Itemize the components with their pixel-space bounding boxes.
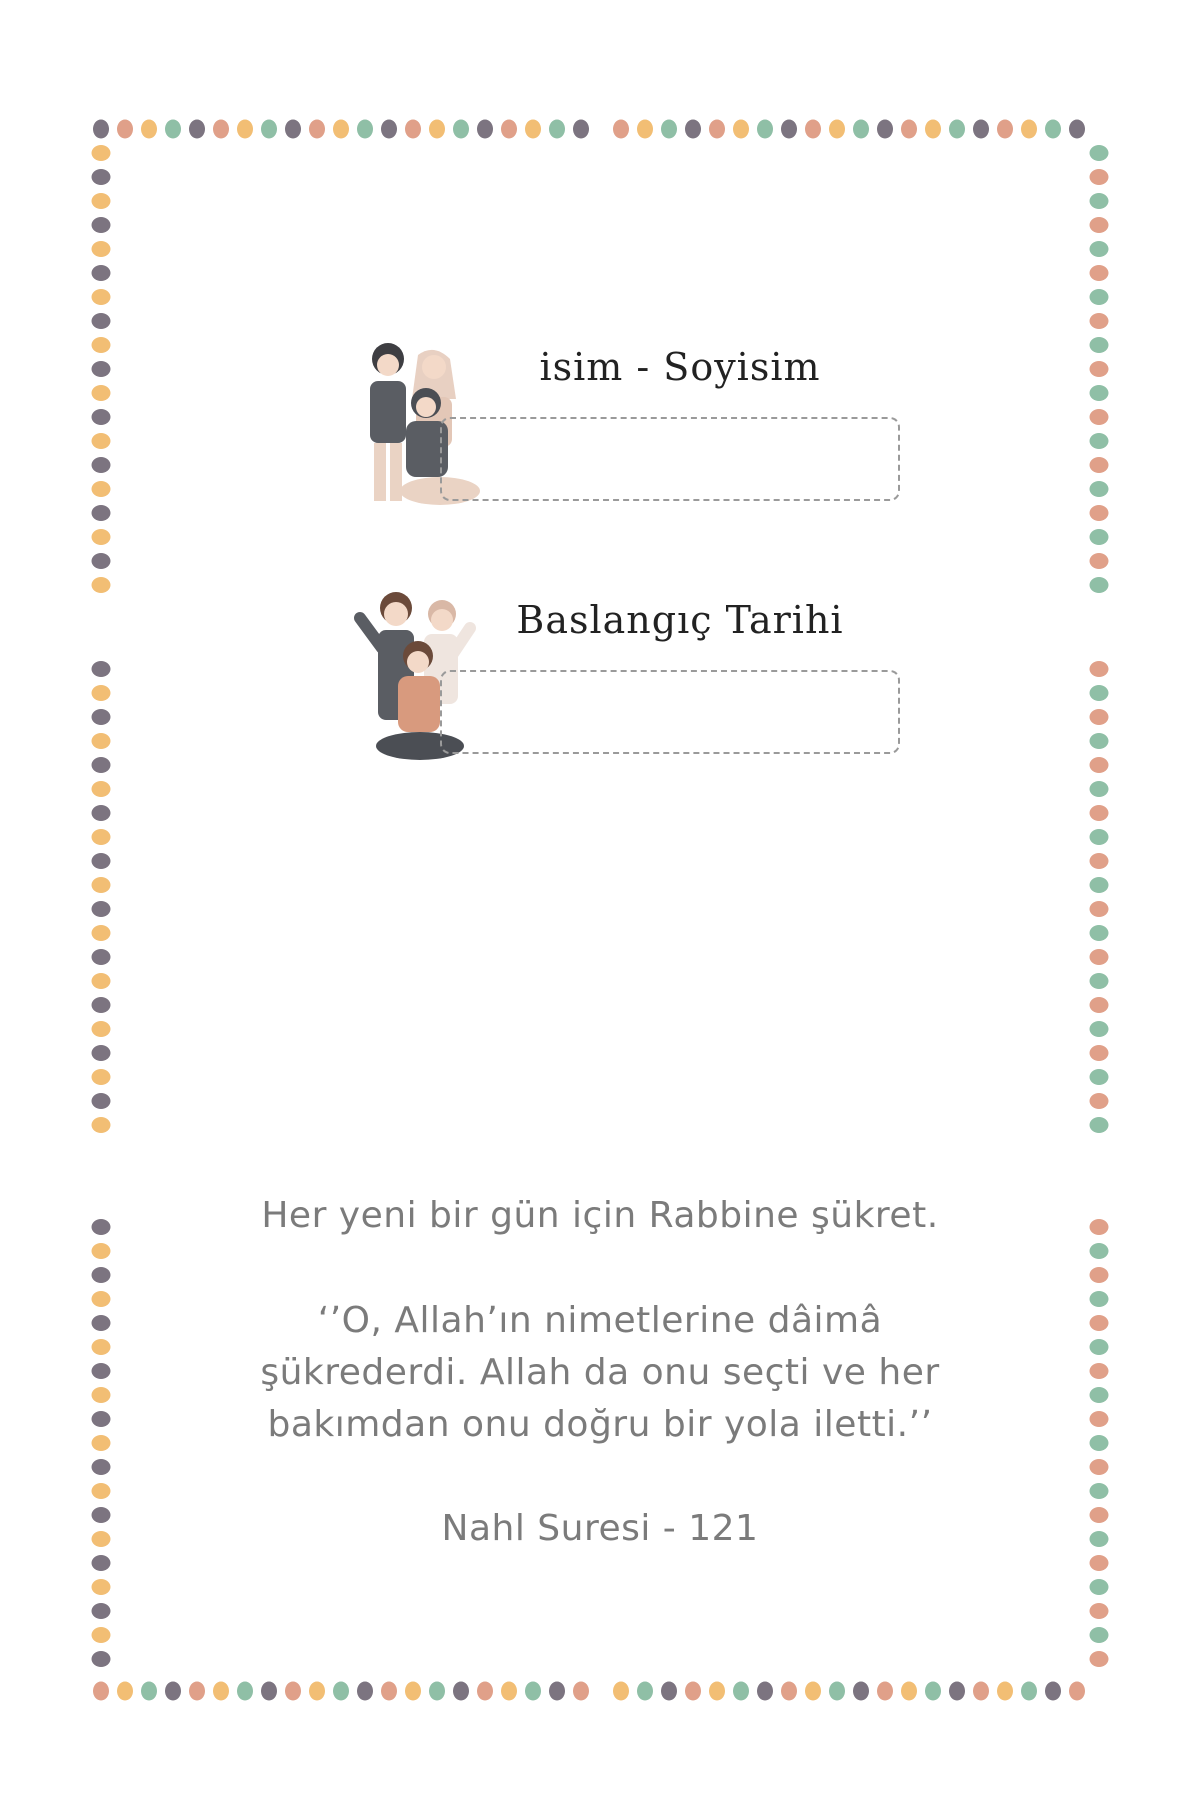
border-dot	[1090, 877, 1109, 893]
border-dot	[381, 120, 397, 139]
border-dot	[92, 973, 111, 989]
border-dot	[92, 1339, 111, 1355]
start-date-input-box[interactable]	[440, 670, 900, 754]
border-dot	[429, 120, 445, 139]
border-dot	[92, 217, 111, 233]
border-dot	[1090, 313, 1109, 329]
border-dot	[357, 120, 373, 139]
border-dot	[877, 1682, 893, 1701]
border-dot	[549, 1682, 565, 1701]
border-dot	[237, 1682, 253, 1701]
border-dot	[733, 120, 749, 139]
border-dot	[141, 1682, 157, 1701]
border-dot	[1090, 1627, 1109, 1643]
border-dot	[381, 1682, 397, 1701]
border-dot	[92, 1459, 111, 1475]
border-dot	[1090, 1435, 1109, 1451]
border-dot	[92, 1219, 111, 1235]
border-dot	[92, 553, 111, 569]
border-dot	[549, 120, 565, 139]
border-dot	[92, 265, 111, 281]
border-dot	[829, 1682, 845, 1701]
thanks-line: Her yeni bir gün için Rabbine şükret.	[261, 1195, 939, 1236]
border-dot	[92, 949, 111, 965]
border-dot	[1090, 1363, 1109, 1379]
border-dot	[661, 1682, 677, 1701]
border-dot	[453, 1682, 469, 1701]
border-dot	[525, 1682, 541, 1701]
border-dot	[1021, 120, 1037, 139]
border-dot	[901, 1682, 917, 1701]
verse-source: Nahl Suresi - 121	[441, 1508, 759, 1549]
border-dot	[285, 1682, 301, 1701]
border-dot	[1090, 1021, 1109, 1037]
border-dot	[1090, 505, 1109, 521]
border-dot	[1021, 1682, 1037, 1701]
border-dot	[613, 1682, 629, 1701]
border-dot	[92, 1435, 111, 1451]
border-dot	[309, 1682, 325, 1701]
border-dot	[261, 1682, 277, 1701]
border-dot	[1090, 193, 1109, 209]
border-dot	[1090, 997, 1109, 1013]
border-dot	[92, 457, 111, 473]
border-dot	[92, 1363, 111, 1379]
border-dot	[1090, 1339, 1109, 1355]
border-dot	[117, 120, 133, 139]
border-dot	[1090, 709, 1109, 725]
border-dot	[92, 1069, 111, 1085]
border-dot	[1090, 1315, 1109, 1331]
border-dot	[92, 1093, 111, 1109]
border-dot	[1090, 757, 1109, 773]
border-dot	[877, 120, 893, 139]
border-dot	[92, 337, 111, 353]
border-dot	[92, 901, 111, 917]
border-dot	[1090, 361, 1109, 377]
border-dot	[92, 169, 111, 185]
border-dot	[1090, 1117, 1109, 1133]
border-dot	[781, 120, 797, 139]
border-dot	[92, 661, 111, 677]
border-dot	[1090, 1219, 1109, 1235]
border-dot	[1045, 1682, 1061, 1701]
border-dot	[285, 120, 301, 139]
border-dot	[1090, 973, 1109, 989]
name-field-label: isim - Soyisim	[539, 345, 821, 389]
border-dot	[92, 1531, 111, 1547]
border-dot	[1090, 1267, 1109, 1283]
border-dot	[1090, 289, 1109, 305]
border-dot	[1090, 1243, 1109, 1259]
border-dot	[1090, 1069, 1109, 1085]
border-dot	[92, 1291, 111, 1307]
border-dot	[189, 1682, 205, 1701]
border-dot	[92, 853, 111, 869]
border-dot	[92, 529, 111, 545]
border-dot	[1090, 1411, 1109, 1427]
border-dot	[92, 577, 111, 593]
border-dot	[92, 1045, 111, 1061]
border-dot	[165, 120, 181, 139]
border-dot	[1090, 1291, 1109, 1307]
border-dot	[973, 1682, 989, 1701]
border-dot	[453, 120, 469, 139]
border-dot	[1090, 1603, 1109, 1619]
border-dot	[92, 877, 111, 893]
border-dot	[637, 1682, 653, 1701]
start-date-label: Baslangıç Tarihi	[516, 598, 844, 642]
border-dot	[1090, 925, 1109, 941]
border-dot	[1090, 1483, 1109, 1499]
border-dot	[1090, 1555, 1109, 1571]
border-dot	[637, 120, 653, 139]
border-dot	[92, 1555, 111, 1571]
border-dot	[1090, 1093, 1109, 1109]
border-dot	[309, 120, 325, 139]
border-dot	[1090, 265, 1109, 281]
border-dot	[92, 1243, 111, 1259]
border-dot	[1090, 481, 1109, 497]
border-dot	[92, 781, 111, 797]
border-dot	[1090, 433, 1109, 449]
border-dot	[1069, 120, 1085, 139]
border-dot	[92, 409, 111, 425]
border-dot	[92, 505, 111, 521]
border-dot	[1090, 577, 1109, 593]
border-dot	[1090, 1651, 1109, 1667]
border-dot	[213, 1682, 229, 1701]
border-dot	[93, 1682, 109, 1701]
border-dot	[92, 1267, 111, 1283]
border-dot	[525, 120, 541, 139]
border-dot	[1090, 685, 1109, 701]
border-dot	[1090, 805, 1109, 821]
start-date-field-group	[350, 598, 910, 778]
border-dot	[92, 1021, 111, 1037]
border-dot	[213, 120, 229, 139]
border-dot	[1090, 145, 1109, 161]
border-dot	[333, 120, 349, 139]
border-dot	[1090, 661, 1109, 677]
border-dot	[573, 120, 589, 139]
border-dot	[92, 1579, 111, 1595]
border-dot	[92, 145, 111, 161]
border-dot	[757, 1682, 773, 1701]
border-dot	[685, 120, 701, 139]
border-dot	[805, 1682, 821, 1701]
border-dot	[661, 120, 677, 139]
border-dot	[1090, 529, 1109, 545]
border-dot	[853, 1682, 869, 1701]
border-dot	[92, 193, 111, 209]
border-dot	[92, 1651, 111, 1667]
name-field-group	[350, 345, 910, 525]
border-dot	[92, 733, 111, 749]
border-dot	[805, 120, 821, 139]
verse-line-2: şükrederdi. Allah da onu seçti ve her	[260, 1352, 940, 1393]
border-dot	[92, 1627, 111, 1643]
border-dot	[733, 1682, 749, 1701]
border-dot	[1090, 337, 1109, 353]
border-dot	[92, 997, 111, 1013]
border-dot	[1090, 457, 1109, 473]
border-dot	[92, 289, 111, 305]
border-dot	[93, 120, 109, 139]
border-dot	[997, 120, 1013, 139]
border-dot	[973, 120, 989, 139]
border-dot	[853, 120, 869, 139]
border-dot	[501, 1682, 517, 1701]
border-dot	[92, 1483, 111, 1499]
border-dot	[92, 1387, 111, 1403]
border-dot	[1090, 553, 1109, 569]
border-dot	[92, 925, 111, 941]
border-dot	[1090, 901, 1109, 917]
border-dot	[92, 241, 111, 257]
border-dot	[1090, 733, 1109, 749]
border-dot	[685, 1682, 701, 1701]
border-dot	[1045, 120, 1061, 139]
border-dot	[92, 1507, 111, 1523]
border-dot	[405, 1682, 421, 1701]
border-dot	[92, 685, 111, 701]
border-dot	[1090, 949, 1109, 965]
border-dot	[92, 385, 111, 401]
border-dot	[1090, 1387, 1109, 1403]
border-dot	[92, 433, 111, 449]
border-dot	[92, 829, 111, 845]
verse-line-3: bakımdan onu doğru bir yola iletti.’’	[267, 1404, 933, 1445]
border-dot	[1090, 829, 1109, 845]
border-dot	[237, 120, 253, 139]
border-dot	[92, 481, 111, 497]
border-dot	[261, 120, 277, 139]
border-dot	[1090, 1507, 1109, 1523]
border-dot	[613, 120, 629, 139]
border-dot	[1090, 1579, 1109, 1595]
border-dot	[949, 120, 965, 139]
border-dot	[92, 1117, 111, 1133]
border-dot	[1090, 1045, 1109, 1061]
border-dot	[165, 1682, 181, 1701]
border-dot	[92, 757, 111, 773]
border-dot	[92, 361, 111, 377]
name-input-box[interactable]	[440, 417, 900, 501]
border-dot	[1090, 241, 1109, 257]
border-dot	[141, 120, 157, 139]
border-dot	[997, 1682, 1013, 1701]
border-dot	[477, 120, 493, 139]
border-dot	[709, 1682, 725, 1701]
border-dot	[925, 120, 941, 139]
border-dot	[949, 1682, 965, 1701]
border-dot	[477, 1682, 493, 1701]
border-dot	[781, 1682, 797, 1701]
border-dot	[92, 313, 111, 329]
border-dot	[709, 120, 725, 139]
border-dot	[1090, 385, 1109, 401]
border-dot	[357, 1682, 373, 1701]
border-dot	[117, 1682, 133, 1701]
border-dot	[333, 1682, 349, 1701]
border-dot	[925, 1682, 941, 1701]
border-dot	[1090, 1459, 1109, 1475]
border-dot	[901, 120, 917, 139]
border-dot	[1090, 781, 1109, 797]
border-dot	[92, 1603, 111, 1619]
border-dot	[1090, 853, 1109, 869]
verse-line-1: ‘’O, Allah’ın nimetlerine dâimâ	[317, 1300, 883, 1341]
border-dot	[92, 709, 111, 725]
border-dot	[92, 1411, 111, 1427]
border-dot	[1069, 1682, 1085, 1701]
border-dot	[405, 120, 421, 139]
border-dot	[1090, 217, 1109, 233]
border-dot	[189, 120, 205, 139]
border-dot	[92, 1315, 111, 1331]
border-dot	[1090, 1531, 1109, 1547]
border-dot	[429, 1682, 445, 1701]
border-dot	[1090, 409, 1109, 425]
border-dot	[829, 120, 845, 139]
border-dot	[573, 1682, 589, 1701]
border-dot	[1090, 169, 1109, 185]
border-dot	[92, 805, 111, 821]
border-dot	[501, 120, 517, 139]
border-dot	[757, 120, 773, 139]
